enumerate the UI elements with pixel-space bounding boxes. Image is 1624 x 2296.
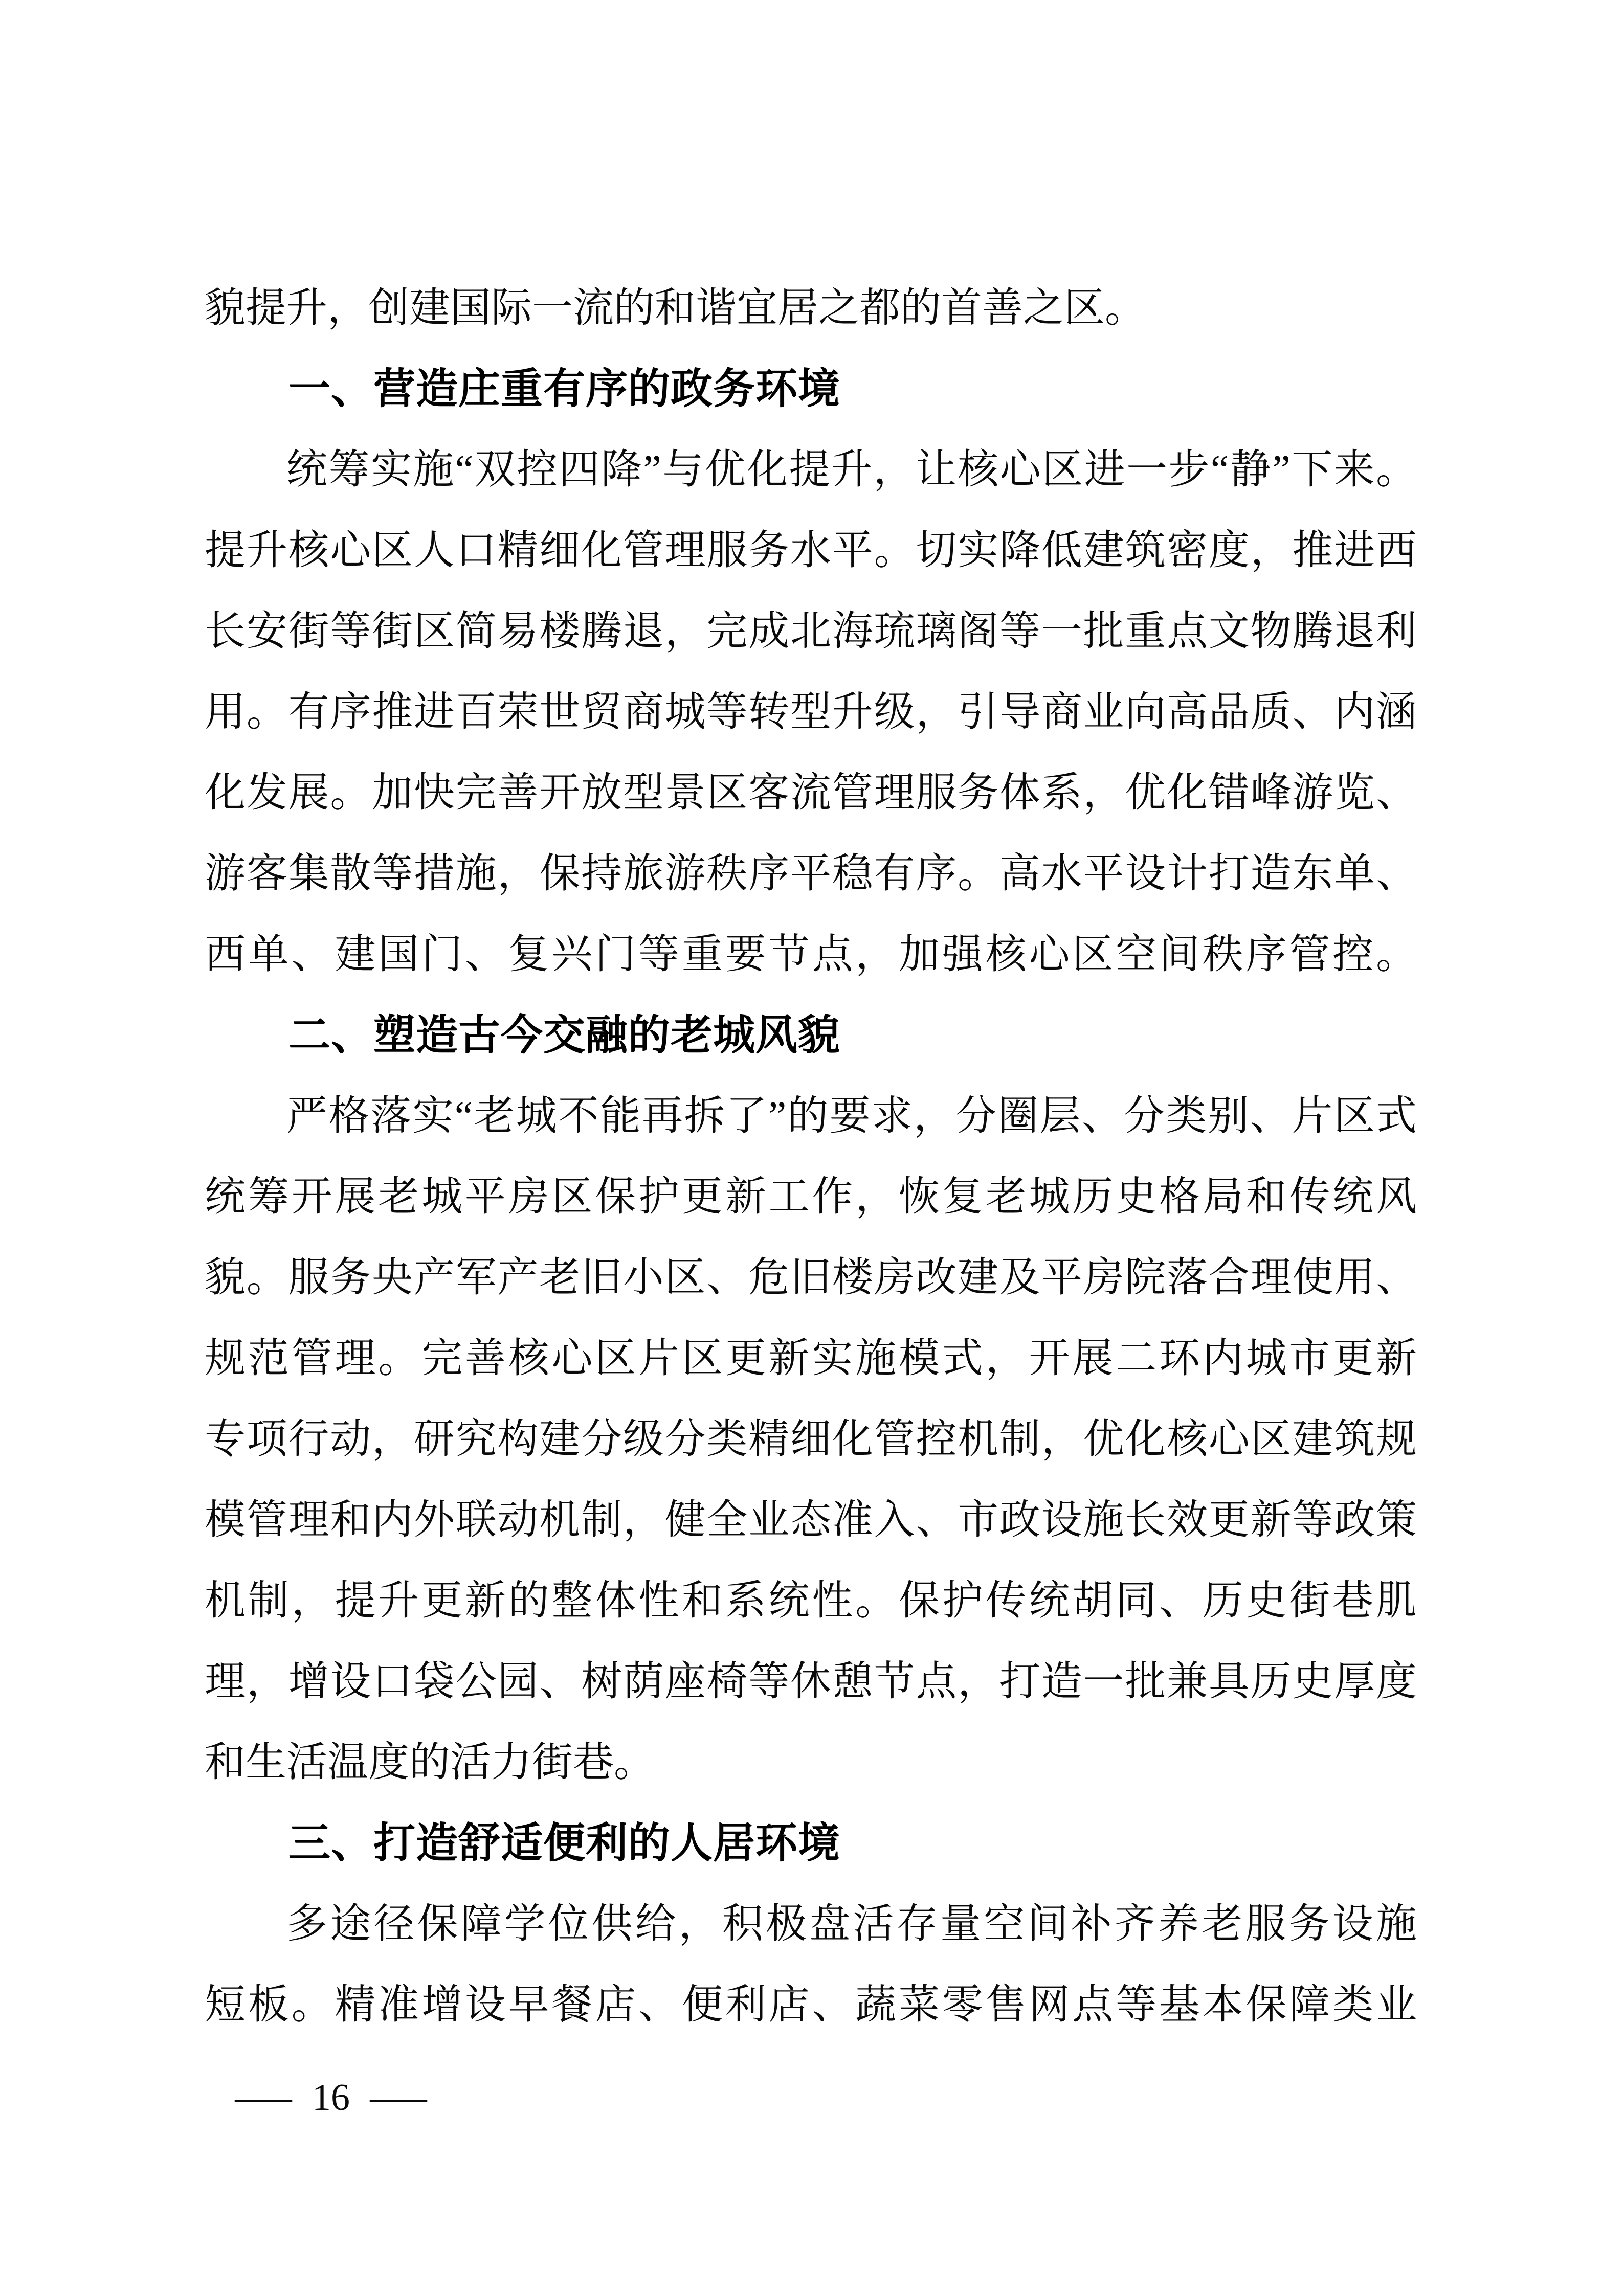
paragraph-first-line: 统筹实施“双控四降”与优化提升，让核心区进一步“静”下来。 bbox=[286, 447, 1417, 492]
paragraph-first-line: 多途径保障学位供给，积极盘活存量空间补齐养老服务设施 bbox=[286, 1902, 1417, 1947]
body-line: 貌。服务央产军产老旧小区、危旧楼房改建及平房院落合理使用、 bbox=[205, 1255, 1417, 1300]
body-line: 机制，提升更新的整体性和系统性。保护传统胡同、历史街巷肌 bbox=[205, 1579, 1417, 1624]
body-line: 化发展。加快完善开放型景区客流管理服务体系，优化错峰游览、 bbox=[205, 771, 1417, 816]
body-line: 用。有序推进百荣世贸商城等转型升级，引导商业向高品质、内涵 bbox=[205, 690, 1417, 735]
page-number bbox=[235, 2067, 427, 2128]
body-line: 规范管理。完善核心区片区更新实施模式，开展二环内城市更新 bbox=[205, 1336, 1417, 1381]
paragraph-end-line: 和生活温度的活力街巷。 bbox=[205, 1740, 655, 1785]
page-number-right-dash: — bbox=[370, 2076, 427, 2119]
body-line: 专项行动，研究构建分级分类精细化管控机制，优化核心区建筑规 bbox=[205, 1417, 1417, 1462]
body-line: 游客集散等措施，保持旅游秩序平稳有序。高水平设计打造东单、 bbox=[205, 851, 1417, 896]
page-number-value: 16 bbox=[312, 2076, 350, 2119]
document-body bbox=[205, 268, 1417, 2045]
paragraph-end-line: 西单、建国门、复兴门等重要节点，加强核心区空间秩序管控。 bbox=[205, 932, 1417, 977]
paragraph-first-line: 严格落实“老城不能再拆了”的要求，分圈层、分类别、片区式 bbox=[286, 1094, 1417, 1139]
body-line: 统筹开展老城平房区保护更新工作，恢复老城历史格局和传统风 bbox=[205, 1175, 1417, 1220]
body-line: 理，增设口袋公园、树荫座椅等休憩节点，打造一批兼具历史厚度 bbox=[205, 1659, 1417, 1704]
body-line: 短板。精准增设早餐店、便利店、蔬菜零售网点等基本保障类业 bbox=[205, 1983, 1417, 2028]
body-line: 模管理和内外联动机制，健全业态准入、市政设施长效更新等政策 bbox=[205, 1498, 1417, 1543]
page-number-left-dash: — bbox=[235, 2076, 292, 2119]
section-heading-3: 三、打造舒适便利的人居环境 bbox=[288, 1820, 841, 1866]
section-heading-1: 一、营造庄重有序的政务环境 bbox=[288, 366, 841, 412]
body-line: 长安街等街区简易楼腾退，完成北海琉璃阁等一批重点文物腾退利 bbox=[205, 609, 1417, 654]
section-heading-2: 二、塑造古今交融的老城风貌 bbox=[288, 1012, 841, 1059]
paragraph-end-line: 貌提升，创建国际一流的和谐宜居之都的首善之区。 bbox=[205, 286, 1146, 331]
body-line: 提升核心区人口精细化管理服务水平。切实降低建筑密度，推进西 bbox=[205, 528, 1417, 573]
